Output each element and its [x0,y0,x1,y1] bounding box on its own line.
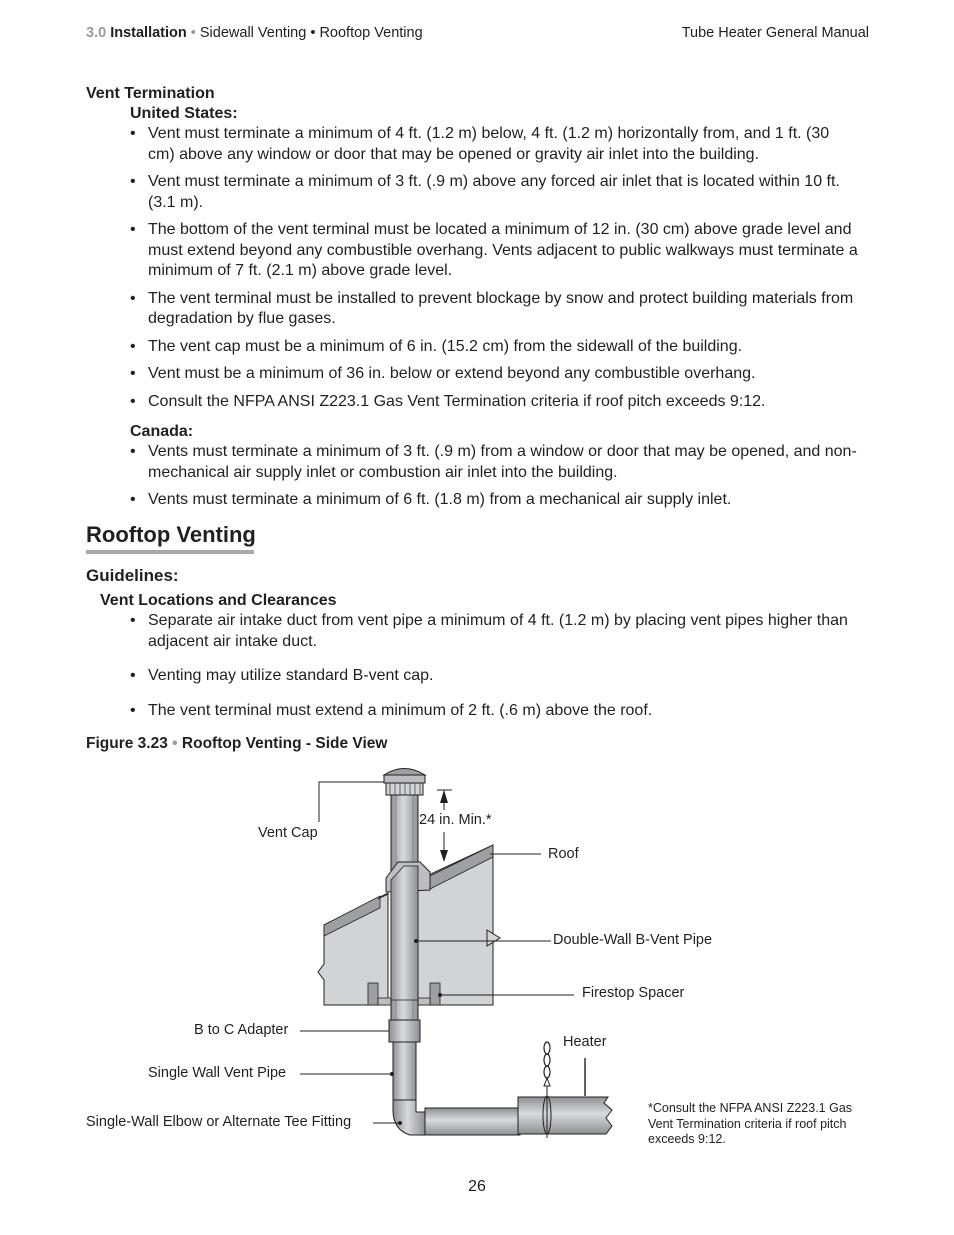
label-firestop: Firestop Spacer [582,985,685,1001]
list-item: • Separate air intake duct from vent pipe a minimum of 4 ft. (1.2 m) by placing vent pipes higher than adjacent air intake duct. [130,611,860,652]
vent-termination-heading: Vent Termination [86,85,215,102]
list-item: • Vents must terminate a minimum of 3 ft. (.9 m) from a window or door that may be opened, and non-mechanical air supply inlet or combustion air inlet into the building. [130,442,860,483]
label-heater: Heater [563,1034,607,1050]
label-double-wall: Double-Wall B-Vent Pipe [553,932,713,948]
label-vent-cap: Vent Cap [258,825,318,841]
elbow-fitting [393,1100,425,1135]
figure-bullet: • [172,735,178,752]
section-number: 3.0 [86,25,107,41]
canada-heading: Canada: [130,423,194,440]
list-item: • Vent must terminate a minimum of 4 ft. (1.2 m) below, 4 ft. (1.2 m) horizontally from, and 1 ft. (30 cm) above any window or door that may be opened or gravity air inlet into the building. [130,124,860,165]
label-min-height: 24 in. Min.* [419,812,492,828]
page-number: 26 [468,1178,486,1195]
list-item: • Vents must terminate a minimum of 6 ft. (1.8 m) from a mechanical air supply inlet. [130,490,860,511]
section-title: Installation [110,25,187,41]
list-item: • The vent terminal must be installed to prevent blockage by snow and protect building materials from degradation by flue gases. [130,289,860,330]
list-item: • The vent cap must be a minimum of 6 in. (15.2 cm) from the sidewall of the building. [130,337,860,358]
firestop-block-left [368,983,378,1005]
vent-locations-heading: Vent Locations and Clearances [100,592,337,609]
list-item: • The vent terminal must extend a minimum of 2 ft. (.6 m) above the roof. [130,701,860,722]
list-item: • Consult the NFPA ANSI Z223.1 Gas Vent Termination criteria if roof pitch exceeds 9:12. [130,392,860,413]
label-elbow: Single-Wall Elbow or Alternate Tee Fitting [86,1114,352,1130]
b-to-c-adapter [389,1020,420,1042]
label-adapter: B to C Adapter [194,1022,289,1038]
figure-title: Rooftop Venting - Side View [181,735,388,752]
header-sub2: Rooftop Venting [319,25,423,41]
guidelines-heading: Guidelines: [86,566,179,585]
list-item: • The bottom of the vent terminal must be located a minimum of 12 in. (30 cm) above grade level and must extend beyond any combustible overhang. Vents adjacent to public walkways must terminate a minimum of 7 ft. (2.1 m) above grade level. [130,220,860,282]
list-item: • Venting may utilize standard B-vent cap. [130,666,860,687]
list-item: • Vent must be a minimum of 36 in. below or extend beyond any combustible overhang. [130,364,860,385]
label-roof: Roof [548,846,579,862]
header-sub1: Sidewall Venting [199,25,307,41]
header-bullet: • [190,25,196,41]
figure-footnote: *Consult the NFPA ANSI Z223.1 Gas Vent Termination criteria if roof pitch exceeds 9:12. [648,1101,853,1146]
single-wall-pipe [393,1042,416,1100]
label-single-wall: Single Wall Vent Pipe [148,1065,287,1081]
header-bullet-2: • [310,25,316,41]
vent-cap [384,769,425,796]
list-item: • Vent must terminate a minimum of 3 ft. (.9 m) above any forced air inlet that is located within 10 ft. (3.1 m). [130,172,860,213]
heater-tube [518,1097,612,1134]
us-heading: United States: [130,105,238,122]
horizontal-pipe [425,1108,520,1135]
figure-number: Figure 3.23 [86,735,168,752]
rooftop-venting-heading: Rooftop Venting [86,522,256,547]
manual-title: Tube Heater General Manual [681,25,869,41]
leader-vent-cap [319,782,384,822]
